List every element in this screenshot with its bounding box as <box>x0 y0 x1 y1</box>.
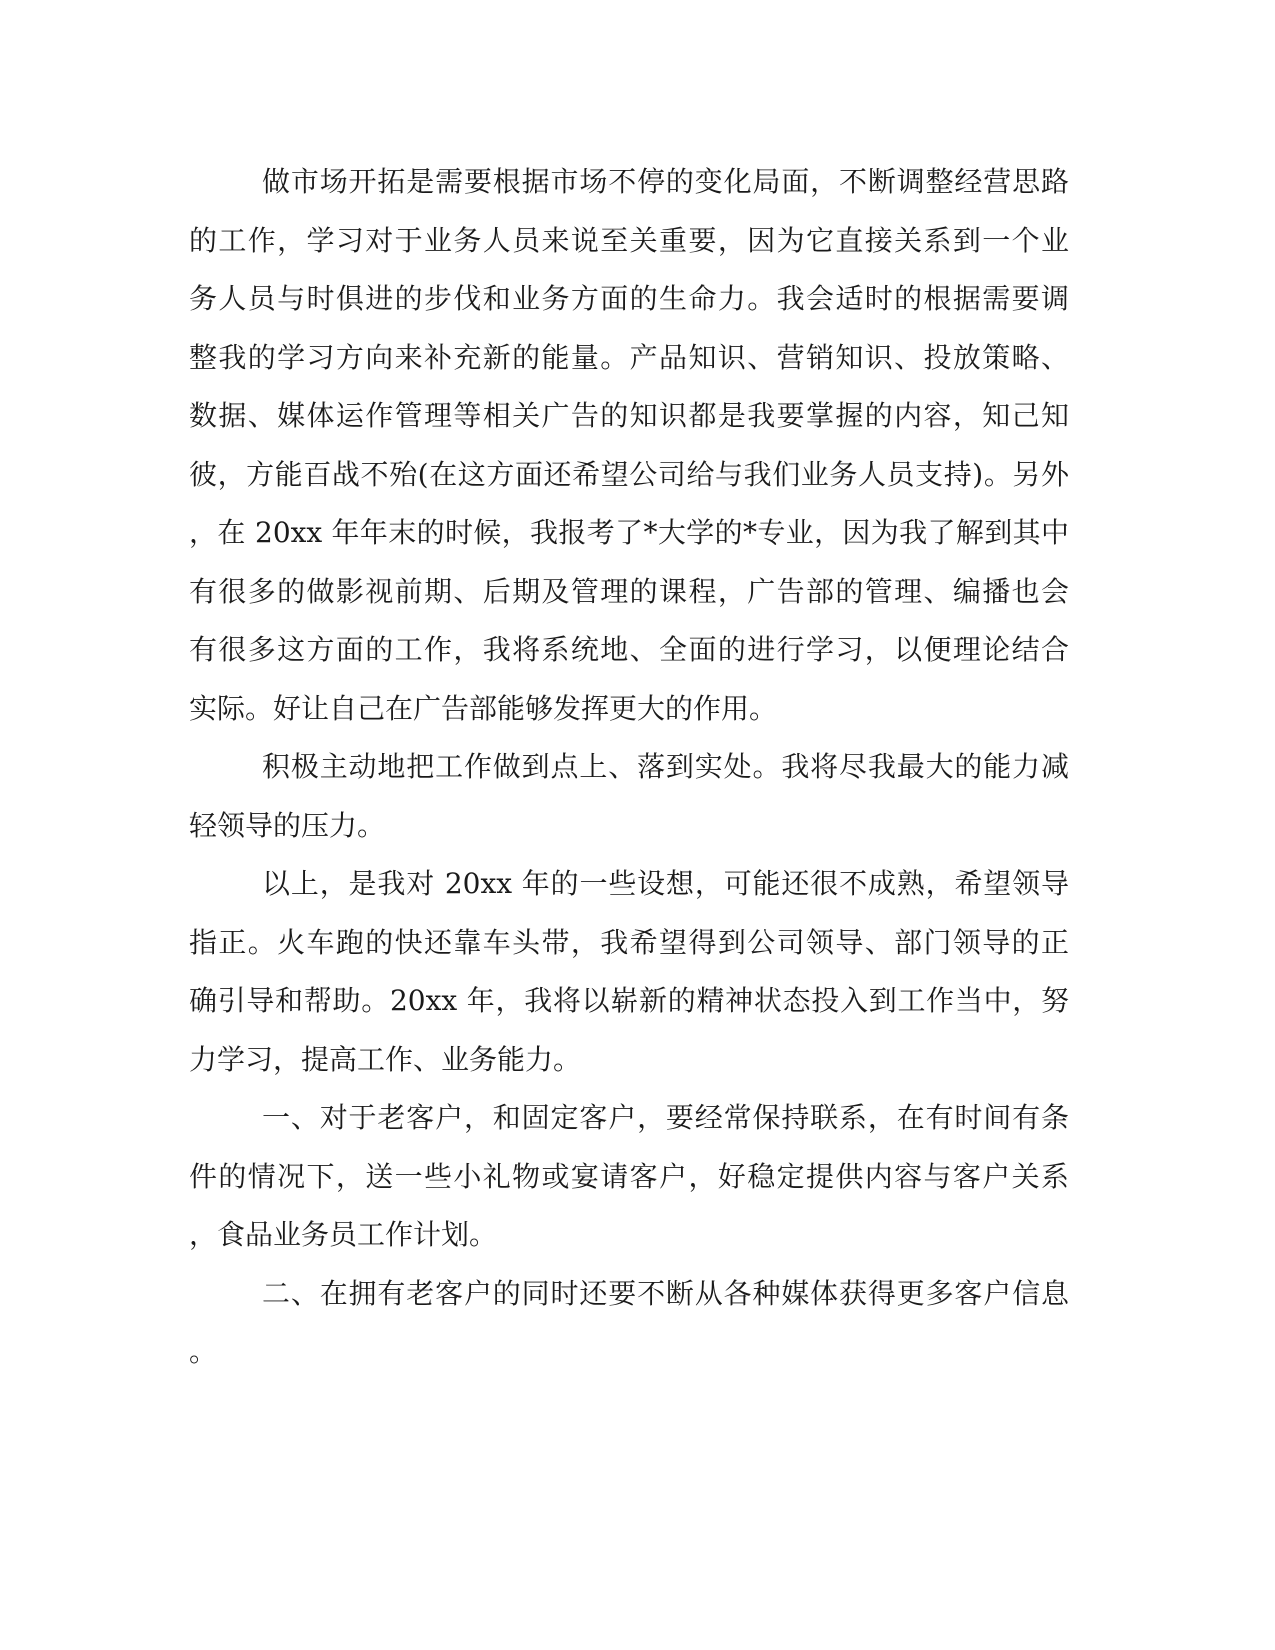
text-line: 数据、媒体运作管理等相关广告的知识都是我要掌握的内容，知己知 <box>189 399 1069 432</box>
text-line: 力学习，提高工作、业务能力。 <box>189 1043 582 1076</box>
text-line: 做市场开拓是需要根据市场不停的变化局面，不断调整经营思路 <box>262 165 1069 198</box>
text-line: 二、在拥有老客户的同时还要不断从各种媒体获得更多客户信息 <box>262 1277 1069 1310</box>
text-line: 轻领导的压力。 <box>189 809 386 842</box>
text-line: 积极主动地把工作做到点上、落到实处。我将尽我最大的能力减 <box>262 750 1069 783</box>
text-line: 实际。好让自己在广告部能够发挥更大的作用。 <box>189 692 778 725</box>
text-line: 以上，是我对 20xx 年的一些设想，可能还很不成熟，希望领导 <box>262 867 1069 900</box>
text-line: 指正。火车跑的快还靠车头带，我希望得到公司领导、部门领导的正 <box>189 926 1069 959</box>
text-line: 务人员与时俱进的步伐和业务方面的生命力。我会适时的根据需要调 <box>189 282 1069 315</box>
text-line: 彼，方能百战不殆(在这方面还希望公司给与我们业务人员支持)。另外 <box>189 458 1069 491</box>
text-line: 有很多的做影视前期、后期及管理的课程，广告部的管理、编播也会 <box>189 575 1069 608</box>
text-line: 的工作，学习对于业务人员来说至关重要，因为它直接关系到一个业 <box>189 224 1069 257</box>
text-line: ，食品业务员工作计划。 <box>189 1218 498 1251</box>
text-line: 整我的学习方向来补充新的能量。产品知识、营销知识、投放策略、 <box>189 341 1069 374</box>
text-line: 有很多这方面的工作，我将系统地、全面的进行学习，以便理论结合 <box>189 633 1069 666</box>
text-line: 一、对于老客户，和固定客户，要经常保持联系，在有时间有条 <box>262 1101 1069 1134</box>
text-line: 。 <box>189 1335 218 1368</box>
text-line: ，在 20xx 年年末的时候，我报考了*大学的*专业，因为我了解到其中 <box>189 516 1069 549</box>
text-line: 确引导和帮助。20xx 年，我将以崭新的精神状态投入到工作当中，努 <box>189 984 1069 1017</box>
text-line: 件的情况下，送一些小礼物或宴请客户，好稳定提供内容与客户关系 <box>189 1160 1069 1193</box>
